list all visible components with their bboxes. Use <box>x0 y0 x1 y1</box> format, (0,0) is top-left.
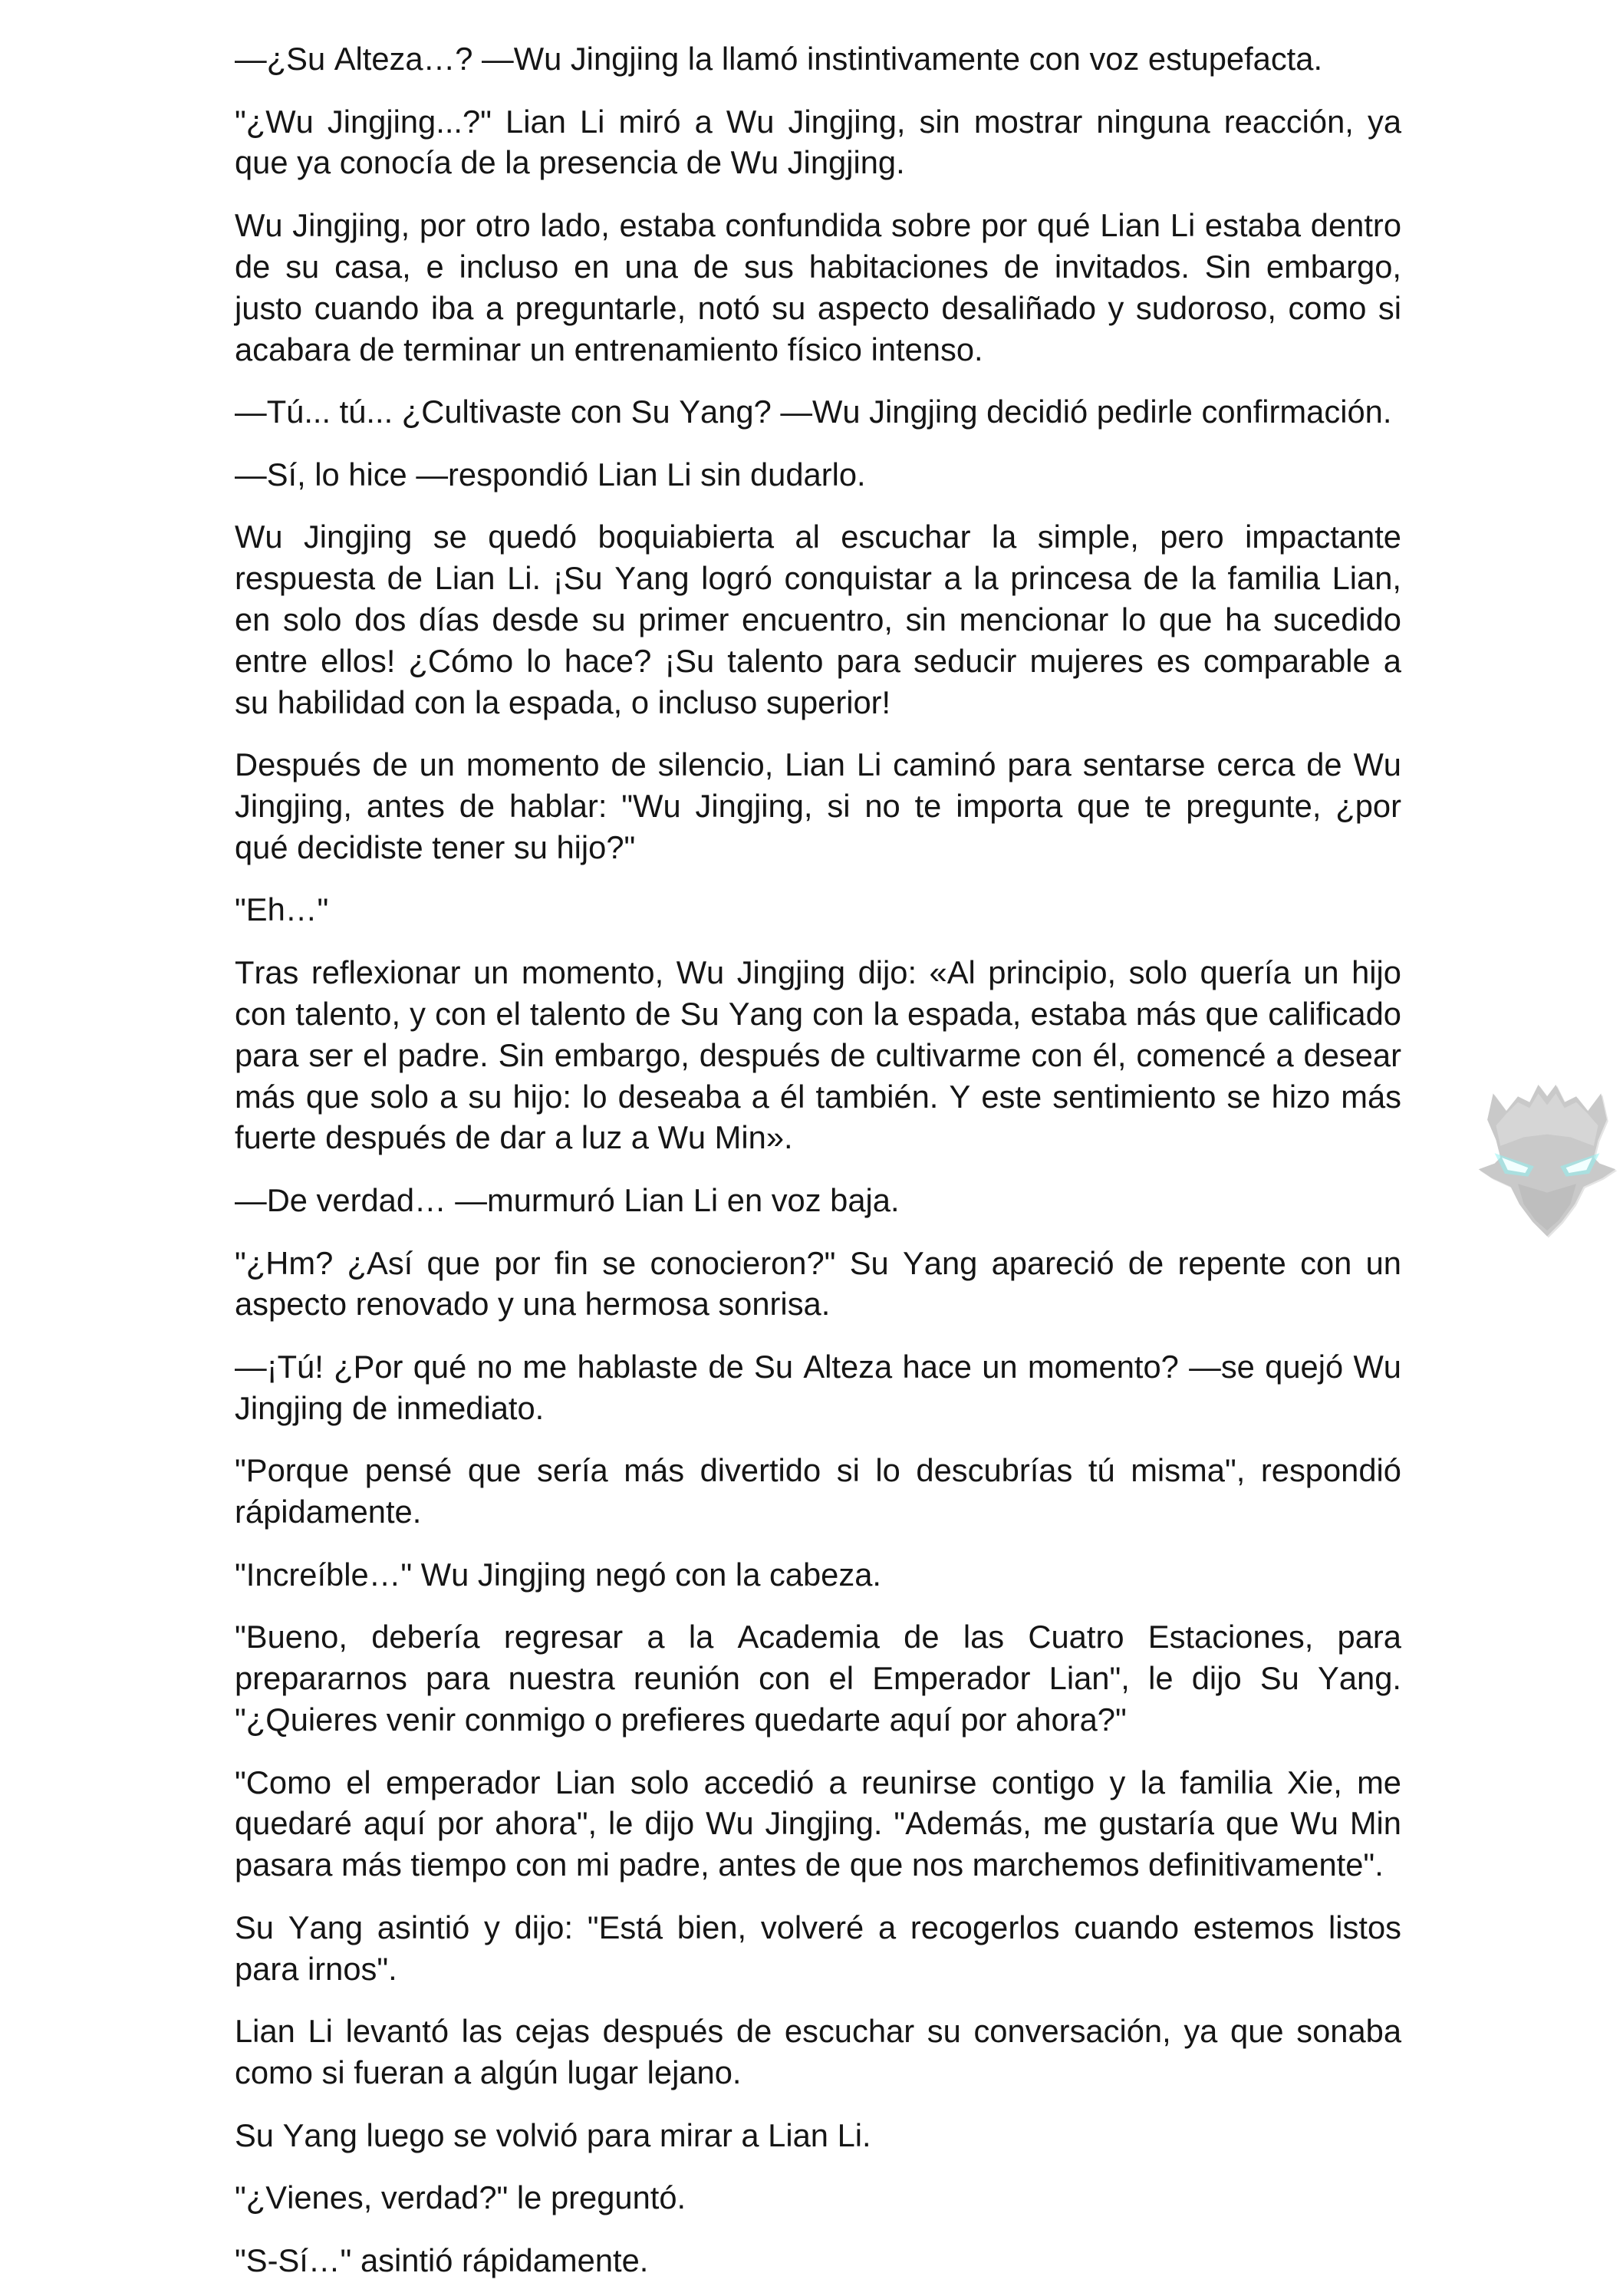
demon-head-logo-icon <box>1474 1076 1620 1240</box>
paragraph <box>235 1762 1401 1886</box>
paragraph-line: —Tú... tú... ¿Cultivaste con Su Yang? —Wu Jingjing decidió pedirle confirmación. <box>235 394 1392 430</box>
paragraph-line: para irnos". <box>235 1950 397 1987</box>
paragraph-line: Jingjing de inmediato. <box>235 1389 545 1426</box>
paragraph-line: su habilidad con la espada, o incluso superior! <box>235 684 891 720</box>
paragraph-line: Su Yang luego se volvió para mirar a Lian Li. <box>235 2116 871 2153</box>
paragraph-line: —¡Tú! ¿Por qué no me hablaste de Su Alteza hace un momento? —se quejó Wu <box>235 1348 1401 1385</box>
paragraph-line: —Sí, lo hice —respondió Lian Li sin dudarlo. <box>235 456 866 492</box>
document-body <box>235 38 1401 2281</box>
paragraph <box>235 1180 1401 1221</box>
paragraph <box>235 38 1401 80</box>
paragraph-line: entre ellos! ¿Cómo lo hace? ¡Su talento para seducir mujeres es comparable a <box>235 642 1401 679</box>
paragraph-line: "S-Sí…" asintió rápidamente. <box>235 2242 649 2278</box>
paragraph-line: "¿Hm? ¿Así que por fin se conocieron?" Su Yang apareció de repente con un <box>235 1244 1401 1281</box>
paragraph <box>235 744 1401 868</box>
paragraph-line: de su casa, e incluso en una de sus habitaciones de invitados. Sin embargo, <box>235 248 1401 285</box>
paragraph-line: —¿Su Alteza…? —Wu Jingjing la llamó instintivamente con voz estupefacta. <box>235 41 1323 77</box>
paragraph <box>235 1450 1401 1533</box>
paragraph-line: "Increíble…" Wu Jingjing negó con la cabeza. <box>235 1556 881 1593</box>
paragraph-line: que ya conocía de la presencia de Wu Jingjing. <box>235 144 905 181</box>
paragraph-line: con talento, y con el talento de Su Yang con la espada, estaba más que calificado <box>235 995 1401 1032</box>
paragraph-line: justo cuando iba a preguntarle, notó su aspecto desaliñado y sudoroso, como si <box>235 289 1401 326</box>
paragraph-line: Tras reflexionar un momento, Wu Jingjing dijo: «Al principio, solo quería un hijo <box>235 954 1401 990</box>
paragraph <box>235 2115 1401 2156</box>
paragraph-line: prepararnos para nuestra reunión con el Emperador Lian", le dijo Su Yang. <box>235 1660 1401 1697</box>
paragraph-line: respuesta de Lian Li. ¡Su Yang logró conquistar a la princesa de la familia Lian, <box>235 560 1401 597</box>
paragraph <box>235 205 1401 370</box>
paragraph <box>235 391 1401 433</box>
paragraph <box>235 1243 1401 1326</box>
paragraph-line: "Como el emperador Lian solo accedió a reunirse contigo y la familia Xie, me <box>235 1764 1401 1800</box>
paragraph <box>235 516 1401 723</box>
paragraph-line: pasara más tiempo con mi padre, antes de que nos marchemos definitivamente". <box>235 1846 1384 1883</box>
paragraph-line: Jingjing, antes de hablar: "Wu Jingjing, si no te importa que te pregunte, ¿por <box>235 788 1401 825</box>
paragraph-line: más que solo a su hijo: lo deseaba a él también. Y este sentimiento se hizo más <box>235 1078 1401 1115</box>
paragraph <box>235 2011 1401 2093</box>
paragraph <box>235 1616 1401 1741</box>
paragraph-line: "Eh…" <box>235 891 329 928</box>
paragraph <box>235 1346 1401 1429</box>
paragraph-line: como si fueran a algún lugar lejano. <box>235 2054 742 2091</box>
paragraph <box>235 1907 1401 1990</box>
paragraph-line: rápidamente. <box>235 1494 422 1530</box>
paragraph-line: "Porque pensé que sería más divertido si lo descubrías tú misma", respondió <box>235 1452 1401 1489</box>
paragraph-line: Wu Jingjing se quedó boquiabierta al escuchar la simple, pero impactante <box>235 519 1401 555</box>
paragraph-line: Wu Jingjing, por otro lado, estaba confundida sobre por qué Lian Li estaba dentro <box>235 206 1401 243</box>
paragraph-line: "¿Vienes, verdad?" le preguntó. <box>235 2179 686 2216</box>
paragraph-line: quedaré aquí por ahora", le dijo Wu Jingjing. "Además, me gustaría que Wu Min <box>235 1805 1401 1842</box>
paragraph-line: "¿Quieres venir conmigo o prefieres quedarte aquí por ahora?" <box>235 1701 1127 1738</box>
paragraph-line: aspecto renovado y una hermosa sonrisa. <box>235 1286 831 1323</box>
paragraph <box>235 454 1401 496</box>
paragraph-line: en solo dos días desde su primer encuentro, sin mencionar lo que ha sucedido <box>235 601 1401 637</box>
paragraph-line: "Bueno, debería regresar a la Academia de las Cuatro Estaciones, para <box>235 1619 1401 1655</box>
paragraph-line: Después de un momento de silencio, Lian Li caminó para sentarse cerca de Wu <box>235 746 1401 783</box>
paragraph-line: fuerte después de dar a luz a Wu Min». <box>235 1119 793 1156</box>
paragraph-line: qué decidiste tener su hijo?" <box>235 828 636 865</box>
paragraph-line: Su Yang asintió y dijo: "Está bien, volveré a recogerlos cuando estemos listos <box>235 1909 1401 1945</box>
paragraph <box>235 101 1401 184</box>
paragraph <box>235 1554 1401 1596</box>
paragraph <box>235 889 1401 931</box>
paragraph-line: "¿Wu Jingjing...?" Lian Li miró a Wu Jingjing, sin mostrar ninguna reacción, ya <box>235 103 1401 140</box>
paragraph <box>235 2177 1401 2219</box>
paragraph <box>235 2240 1401 2281</box>
paragraph-line: —De verdad… —murmuró Lian Li en voz baja. <box>235 1181 900 1218</box>
paragraph-line: acabara de terminar un entrenamiento físico intenso. <box>235 331 983 367</box>
paragraph-line: Lian Li levantó las cejas después de escuchar su conversación, ya que sonaba <box>235 2013 1401 2050</box>
paragraph-line: para ser el padre. Sin embargo, después de cultivarme con él, comencé a desear <box>235 1036 1401 1073</box>
paragraph <box>235 952 1401 1158</box>
